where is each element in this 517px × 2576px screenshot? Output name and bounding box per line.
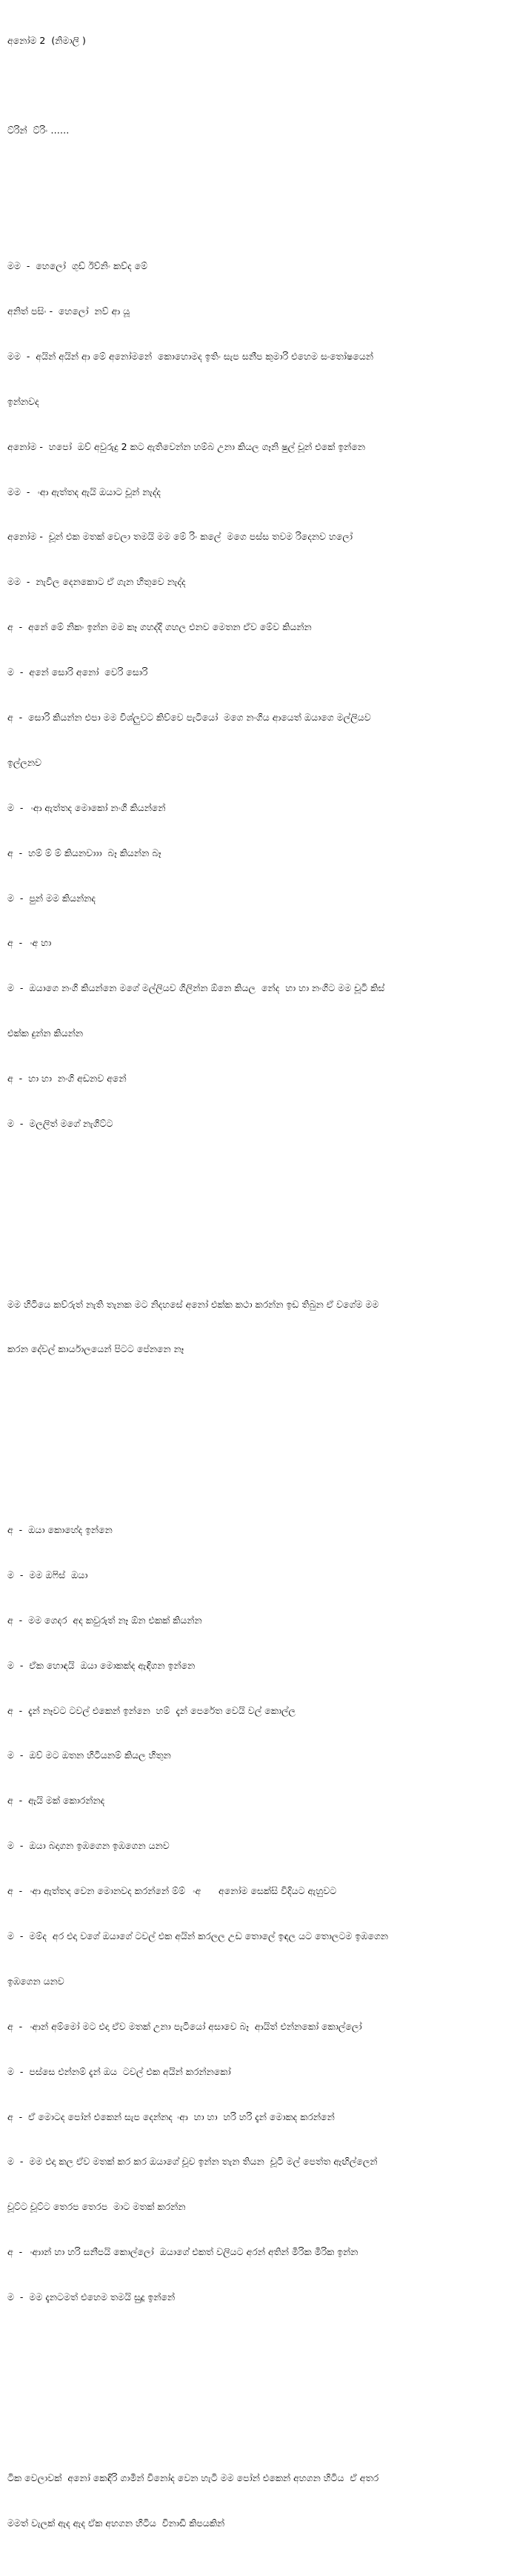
dialogue-line: එක්ක දුන්න කියන්න [7, 1027, 83, 1039]
dialogue-line: ම - මලලිත් මගේ නැගිට්ට [7, 1117, 113, 1129]
dialogue-line: අ - ංආ ඇත්තද වෙන මොනවද කරන්නේ ම්ම් ංඅ අනෝම සෙක්සි විදියට ඇහුවට [7, 1885, 337, 1897]
blank-line [7, 78, 511, 93]
dialogue-line: මම - හෙලෝ ගුඩ් ඊව්නිං කව්ද මේ [7, 260, 148, 272]
dialogue-line: අ - අනේ මේ නිකං ඉන්න මම කෑ ගහද්දි ගහල එනව මෙතන ඒව මේව කියන්න [7, 621, 312, 633]
dialogue-line: ඉල්ලනව [7, 756, 42, 768]
dialogue-line: මම - ංආ ඇත්තද ඇයි ඔයාට චූන් නැද්ද [7, 486, 161, 497]
dialogue-line: ම - ංආ ඇත්තද මොකෝ නංගි කියන්නේ [7, 801, 166, 813]
blank-line [7, 2380, 511, 2395]
document-body [7, 3, 511, 2576]
narrative-paragraph-1 [7, 1267, 511, 1387]
document-subtitle: ට්රින් ට්රිං …… [7, 125, 70, 136]
dialogue-section-2 [7, 1492, 511, 2335]
dialogue-line: අ - සොරි කියන්න එපා මම විශ්ලුවට කිව්වෙ පැටියෝ මගෙ නංගිය ආයෙත් ඔයාගෙ මල්ලියව [7, 711, 371, 723]
dialogue-line: ම - ඔයා බදාගන ඉඹගෙන ඉඹගෙන යනව [7, 1840, 170, 1852]
dialogue-line: ම - පස්සෙ එන්නම් දැන් ඔය ටවල් එක අයින් කරන්නකෝ [7, 2065, 231, 2077]
dialogue-line: ඉන්නවද [7, 395, 39, 407]
dialogue-line: අ - ංඅ හා [7, 937, 52, 949]
narrative-paragraph-2 [7, 2440, 511, 2560]
dialogue-line: අ - ඇයි මක් කොරන්නද [7, 1795, 105, 1807]
dialogue-line: අ - දැන් නෑවට ටවල් එකෙන් ඉන්නෙ හම් දැන් පෙරේත වෙයි වල් කොල්ල [7, 1704, 296, 1716]
dialogue-line: ම - මම එදා කල ඒව මතක් කර කර ඔයාගේ චූව ඉන්න තැන තියන චූටි මල් පෙත්ත ඇඟිල්ලෙන් [7, 2156, 378, 2168]
paragraph-line: මමත් වැලක් ඇද ඇද ඒක අහගන හිටිය විනාඩි කිපයකින් [7, 2517, 225, 2529]
dialogue-line: අ - හම් ම් ම් කියනවාාා බෑ කියන්න බෑ [7, 847, 161, 858]
blank-line [7, 1432, 511, 1447]
dialogue-line: ම - ඔයාගෙ නංගි කියන්නෙ මගේ මල්ලියව ගිලින්න ඕනෙ කියල නේද හා හා නංගිට මම චූටි කිස් [7, 982, 385, 994]
dialogue-section-1 [7, 228, 511, 1161]
dialogue-line: ම - මම දැනටමත් එහෙම තමයි සුදූ ඉන්නේ [7, 2291, 176, 2303]
dialogue-line: අ - ංආාන් හා හරි සනීපයි කොල්ලෝ ඔයාගේ එකත් වලියට අරන් අතින් මිරික මිරික ඉන්න [7, 2246, 358, 2258]
blank-line [7, 1207, 511, 1222]
dialogue-line: අ - ඒ මොටද පෝන් එකෙන් සැප දෙන්නද ංආ හා හා හරි හරි දැන් මොකද කරන්නේ [7, 2110, 335, 2122]
dialogue-line: මම - නැවිල දෙනකොට ඒ ගැන හිතුවෙ නැද්ද [7, 576, 186, 588]
blank-line [7, 168, 511, 183]
dialogue-line: ම - ඔව් මට ඔතන හිටියනම් කියල හිතුන [7, 1749, 171, 1761]
dialogue-line: අනෝම - හපෝ ඔව් අවුරුදු 2 කට ඇතිවෙන්න හම්බ උනා කියල ගෑනි ෂුල් චූන් එකේ ඉන්නෙ [7, 440, 365, 452]
dialogue-line: ම - මම ඔෆිස් ඔයා [7, 1569, 88, 1580]
paragraph-line: කරන දේවල් කාර්යාලයෙන් පිටට පේනනෙ නෑ [7, 1343, 184, 1355]
dialogue-line: ඉඹගෙන යනව [7, 1975, 64, 1987]
paragraph-line: මම හිටියෙ කව්රුත් නැති තැනක මට නිදහසේ අනෝ එක්ක කථා කරන්න ඉඩ තිබුන ඒ වගේම මම [7, 1298, 379, 1310]
dialogue-line: මම - අයින් අයින් ආ මේ අනෝමනේ කොහොමද ඉතිං සැප සනීප කුමාරි එහෙම සංතෝෂයෙන් [7, 350, 373, 362]
dialogue-line: අනිත් පසිං - හෙලෝ නව් ආ යූ [7, 305, 130, 317]
dialogue-line: අනෝම - චූන් එක මතක් වෙලා තමයි මම මේ රිං කලේ මගෙ පස්ස තවම රිදෙනව හලෝ [7, 531, 353, 543]
dialogue-line: චූට්ට චූට්ට තෙරප තෙරප මාට මතක් කරන්න [7, 2201, 186, 2213]
dialogue-line: අ - හා හා නංගි අඩනව අනේ [7, 1073, 127, 1085]
dialogue-line: ම - ඒක හොඳයි ඔයා මොකක්ද ඇඳිගන ඉන්නෙ [7, 1659, 196, 1671]
document-title: අනෝම 2 (නිමාලි ) [7, 34, 86, 46]
dialogue-line: අ - ඔයා කොහේද ඉන්නෙ [7, 1523, 113, 1535]
dialogue-line: ම - අනේ සොරි අනෝ වෙරි සොරි [7, 666, 148, 678]
dialogue-line: ම - මම්ද අර එදා වගේ ඔයාගේ ටවල් එක අයින් කරලල උඩ තොලේ ඉඳල යට තොලටම ඉඹගෙන [7, 1930, 389, 1941]
dialogue-line: ම - පුන් මම කියන්නද [7, 892, 96, 904]
dialogue-line: අ - මම ගෙදර අද කවුරුත් නෑ ඕන එකක් කියන්න [7, 1614, 202, 1626]
dialogue-line: අ - ංආන් අම්මෝ මට එදා ඒව මතක් උනා පැටියෝ අසාවෙ බෑ ආයිත් එන්නකෝ කොල්ලෝ [7, 2020, 362, 2032]
paragraph-line: ටික වෙලාවක් අනෝ කෙඳිරි ගාමින් විනෝද වෙන හැටි මම පෝන් එකෙන් අහගන හිටිය ඒ අතර [7, 2471, 379, 2483]
